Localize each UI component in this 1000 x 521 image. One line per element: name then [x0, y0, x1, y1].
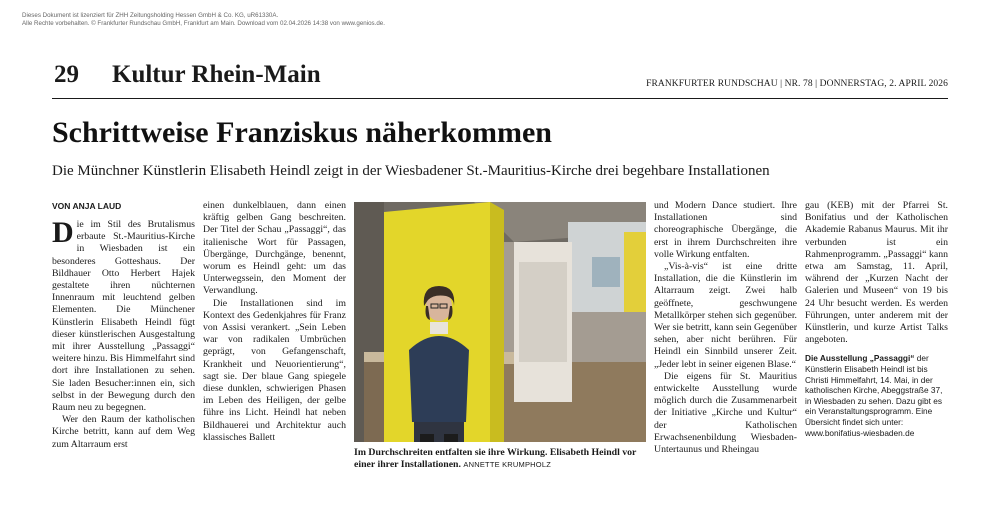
- page-number: 29: [54, 61, 79, 88]
- byline: VON ANJA LAUD: [52, 201, 122, 211]
- photo-credit: ANNETTE KRUMPHOLZ: [463, 460, 551, 469]
- paragraph: Die eigens für St. Mauritius entwickelte Ausstellung wurde möglich durch die Zusammenarbeit der Initiative „Kirche und Kultur“ der Katholischen Erwachsenenbildung Wiesbaden-Untertaunus und Rheingau: [654, 370, 797, 456]
- drop-cap: D: [52, 216, 74, 249]
- paragraph: und Modern Dance studiert. Ihre Installationen sind choreographische Übergänge, die erst in ihrem Durchschreiten ihre volle Wirkung entfalten.: [654, 200, 797, 260]
- paragraph: „Vis-à-vis“ ist eine dritte Installation, die die Künstlerin im Altarraum zeigt. Zwei halb geöffnete, geschwungene Metallkörper stehen sich gegenüber. Wer sie betritt, kann sein Gegenüber sehen, aber nicht berühren. Für Heindl ein Sinnbild unserer Zeit. „Jeder lebt in seiner eigenen Blase.“: [654, 261, 797, 370]
- info-heading: Die Ausstellung „Passaggi“: [805, 353, 915, 364]
- headline: Schrittweise Franziskus näherkommen: [52, 116, 552, 149]
- paragraph: gau (KEB) mit der Pfarrei St. Bonifatius und der Katholischen Akademie Rabanus Maurus. Mit ihr verbunden ist ein Rahmenprogramm. „Passaggi“ kann etwa am Samstag, 11. April, während der „Kurzen Nacht der Galerien und Museen“ von 19 bis 24 Uhr besucht werden. Es werden Führungen, unter anderem mit der Künstlerin, und kurze Artist Talks angeboten.: [805, 200, 948, 346]
- header-rule: [52, 98, 948, 99]
- paragraph: einen dunkelblauen, dann einen kräftig gelben Gang beschreiten. Der Titel der Schau „Passaggi“, das italienische Wort für Passagen, Übergänge, Durchgänge, benennt, worum es Heindl geht: um das Unterwegssein, den Moment der Verwandlung.: [203, 200, 346, 297]
- text-column-3: [654, 200, 797, 456]
- license-notice: [22, 12, 385, 28]
- subheadline: Die Münchner Künstlerin Elisabeth Heindl zeigt in der Wiesbadener St.-Mauritius-Kirche drei begehbare Installationen: [52, 163, 770, 179]
- caption-text: Im Durchschreiten entfalten sie ihre Wirkung. Elisabeth Heindl vor einer ihrer Installationen.: [354, 447, 637, 470]
- paragraph: Die Installationen sind im Kontext des Gedenkjahres für Franz von Assisi verankert. „Sein Leben war von radikalen Umbrüchen geprägt, von Gefangenschaft, Krankheit und Neuorientierung“, sagt sie. Der blaue Gang spiegele diese dunklen, schwierigen Phasen im Leben des Heiligen, der gelbe führe ins Licht. Heindl hat neben Bildhauerei und Architektur auch klassisches Ballett: [203, 297, 346, 443]
- license-line: Dieses Dokument ist lizenziert für ZHH Zeitungsholding Hessen GmbH & Co. KG, uR61330A.: [22, 12, 279, 19]
- paragraph: Wer den Raum der katholischen Kirche betritt, kann auf dem Weg zum Altarraum erst: [52, 414, 195, 450]
- masthead: FRANKFURTER RUNDSCHAU | NR. 78 | DONNERSTAG, 2. APRIL 2026: [646, 79, 948, 89]
- paragraph: [52, 216, 195, 414]
- article-photo: [354, 202, 646, 442]
- exhibition-info-box: [805, 353, 948, 438]
- text-column-2: [203, 200, 346, 444]
- info-text: der Künstlerin Elisabeth Heindl ist bis Christi Himmelfahrt, 14. Mai, in der katholischen Kirche, Abeggstraße 37, in Wiesbaden zu sehen. Dazu gibt es ein Veranstaltungsprogramm. Eine Übersicht findet sich unter: www.bonifatius-wiesbaden.de: [805, 353, 943, 438]
- paragraph-text: ie im Stil des Brutalismus erbaute St.-Mauritius-Kirche in Wiesbaden ist ein besonderes Gotteshaus. Der Bildhauer Otto Herbert Hajek gestaltete ihren nüchternen Innenraum mit leuchtend gelben Elementen. Die Münchener Künstlerin Elisabeth Heindl fügt dieser künstlerischen Ausgestaltung mit ihrer Ausstellung „Passaggi“ weitere hinzu. Bis Himmelfahrt sind dort ihre Installationen zu sehen. Sie laden Besucher:innen ein, sich selbst in der Bewegung durch den Raum neu zu begegnen.: [52, 219, 195, 414]
- photo-caption: [354, 447, 646, 471]
- section-title: Kultur Rhein-Main: [112, 61, 321, 88]
- text-column-1: [52, 216, 195, 451]
- license-line: Alle Rechte vorbehalten. © Frankfurter Rundschau GmbH, Frankfurt am Main. Download vom 02.04.2026 14:38 von www.genios.de.: [22, 20, 385, 27]
- text-column-4: [805, 200, 948, 438]
- photo-illustration: [354, 202, 646, 442]
